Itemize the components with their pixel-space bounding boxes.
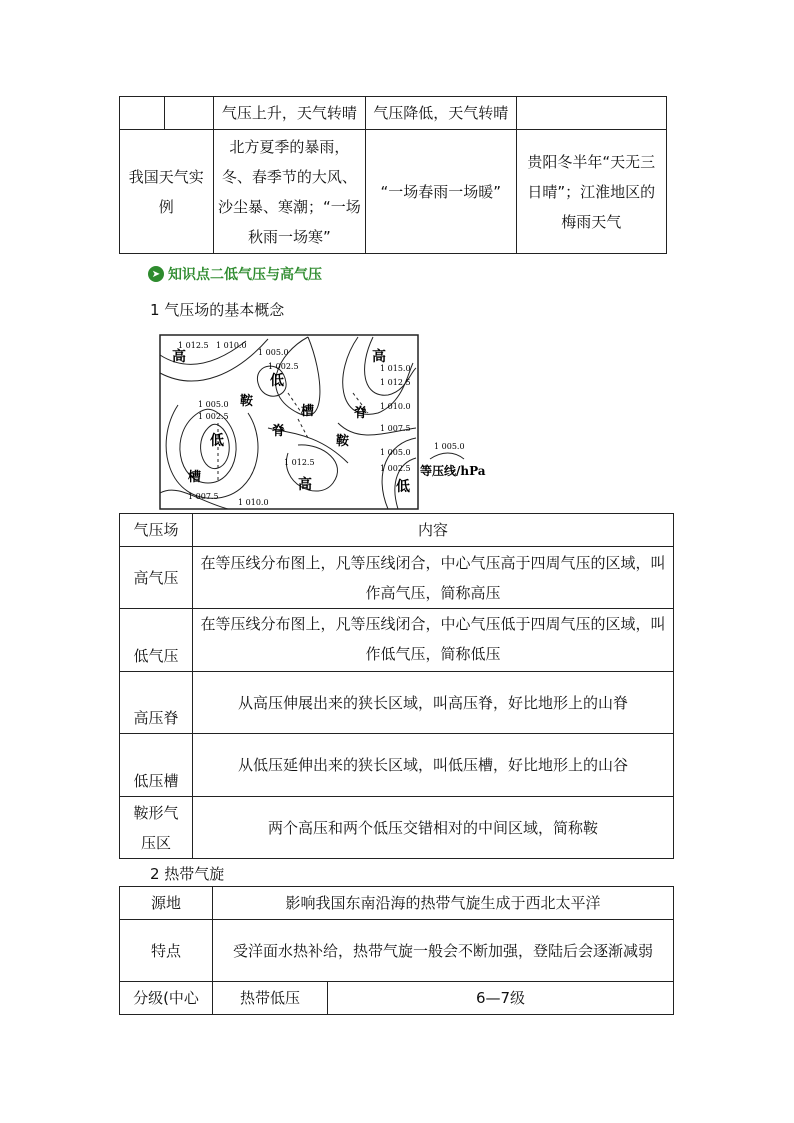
region-label: 低 xyxy=(396,479,410,495)
region-label: 脊 xyxy=(354,406,368,421)
contour-value: 1 015.0 xyxy=(380,364,411,373)
table-row xyxy=(120,982,674,1015)
column-header: 内容 xyxy=(193,514,674,547)
contour-value: 1 005.0 xyxy=(198,400,229,409)
region-label: 低 xyxy=(270,373,284,389)
contour-value: 1 007.5 xyxy=(188,492,219,501)
contour-value: 1 005.0 xyxy=(380,448,411,457)
table-header-row xyxy=(120,514,674,547)
contour-value: 1 010.0 xyxy=(238,498,269,507)
pressure-field-content: 从高压伸展出来的狭长区域，叫高压脊，好比地形上的山脊 xyxy=(193,672,674,734)
pressure-field-name: 高压脊 xyxy=(120,672,193,734)
isobar-map xyxy=(158,333,498,513)
contour-value: 1 010.0 xyxy=(216,341,247,350)
subsection-title: 2 热带气旋 xyxy=(150,865,225,883)
table-row xyxy=(120,672,674,734)
pressure-field-name: 低压槽 xyxy=(120,734,193,797)
contour-value: 1 012.5 xyxy=(284,458,315,467)
subsection-title: 1 气压场的基本概念 xyxy=(150,301,285,319)
table-cell: 气压降低，天气转晴 xyxy=(366,97,516,130)
table-cell xyxy=(164,97,213,130)
row-label: 分级(中心 xyxy=(120,982,213,1015)
column-header: 气压场 xyxy=(120,514,193,547)
pressure-field-content: 在等压线分布图上，凡等压线闭合，中心气压低于四周气压的区域，叫作低气压，简称低压 xyxy=(193,609,674,672)
table-cell xyxy=(516,97,667,130)
region-label: 高 xyxy=(372,349,386,365)
table-cell: 气压上升，天气转晴 xyxy=(213,97,366,130)
arrow-circle-icon: ➤ xyxy=(148,266,164,282)
pressure-field-name: 鞍形气压区 xyxy=(120,797,193,859)
region-label: 鞍 xyxy=(336,434,350,449)
table-row xyxy=(120,797,674,859)
contour-value: 1 010.0 xyxy=(380,402,411,411)
legend-isobar-sample xyxy=(430,453,464,459)
row-content: 影响我国东南沿海的热带气旋生成于西北太平洋 xyxy=(213,887,674,920)
region-label: 槽 xyxy=(188,470,202,485)
pressure-field-content: 从低压延伸出来的狭长区域，叫低压槽，好比地形上的山谷 xyxy=(193,734,674,797)
pressure-field-name: 高气压 xyxy=(120,547,193,609)
table-row xyxy=(120,130,667,254)
tropical-cyclone-table xyxy=(119,886,674,1015)
table-row xyxy=(120,547,674,609)
table-row xyxy=(120,920,674,982)
contour-value: 1 002.5 xyxy=(380,464,411,473)
region-label: 低 xyxy=(210,433,224,449)
row-content: 受洋面水热补给，热带气旋一般会不断加强，登陆后会逐渐减弱 xyxy=(213,920,674,982)
grade-level: 6—7级 xyxy=(328,982,674,1015)
weather-system-table xyxy=(119,96,667,254)
table-row xyxy=(120,97,667,130)
contour-value: 1 012.5 xyxy=(380,378,411,387)
stationary-front-example: 贵阳冬半年“天无三日晴”；江淮地区的梅雨天气 xyxy=(516,130,667,254)
table-cell xyxy=(120,97,165,130)
row-label: 源地 xyxy=(120,887,213,920)
legend-value: 1 005.0 xyxy=(434,442,465,451)
region-label: 高 xyxy=(298,477,312,493)
region-label: 槽 xyxy=(301,404,315,419)
section-heading-text: 知识点二低气压与高气压 xyxy=(168,267,322,283)
row-label: 特点 xyxy=(120,920,213,982)
pressure-field-content: 两个高压和两个低压交错相对的中间区域，简称鞍 xyxy=(193,797,674,859)
legend-label: 等压线/hPa xyxy=(420,464,486,478)
pressure-field-table xyxy=(119,513,674,859)
cold-front-example: 北方夏季的暴雨，冬、春季节的大风、沙尘暴、寒潮；“一场秋雨一场寒” xyxy=(213,130,366,254)
region-label: 高 xyxy=(172,349,186,365)
contour-value: 1 002.5 xyxy=(198,412,229,421)
table-row xyxy=(120,609,674,672)
table-row xyxy=(120,734,674,797)
region-label: 鞍 xyxy=(240,394,254,409)
section-heading xyxy=(148,262,322,286)
warm-front-example: “一场春雨一场暖” xyxy=(366,130,516,254)
pressure-field-content: 在等压线分布图上，凡等压线闭合，中心气压高于四周气压的区域，叫作高气压，简称高压 xyxy=(193,547,674,609)
pressure-field-name: 低气压 xyxy=(120,609,193,672)
contour-value: 1 002.5 xyxy=(268,362,299,371)
contour-value: 1 012.5 xyxy=(178,341,209,350)
grade-type: 热带低压 xyxy=(213,982,328,1015)
contour-value: 1 007.5 xyxy=(380,424,411,433)
weather-example-label: 我国天气实例 xyxy=(120,130,214,254)
region-label: 脊 xyxy=(272,424,286,439)
contour-value: 1 005.0 xyxy=(258,348,289,357)
table-row xyxy=(120,887,674,920)
